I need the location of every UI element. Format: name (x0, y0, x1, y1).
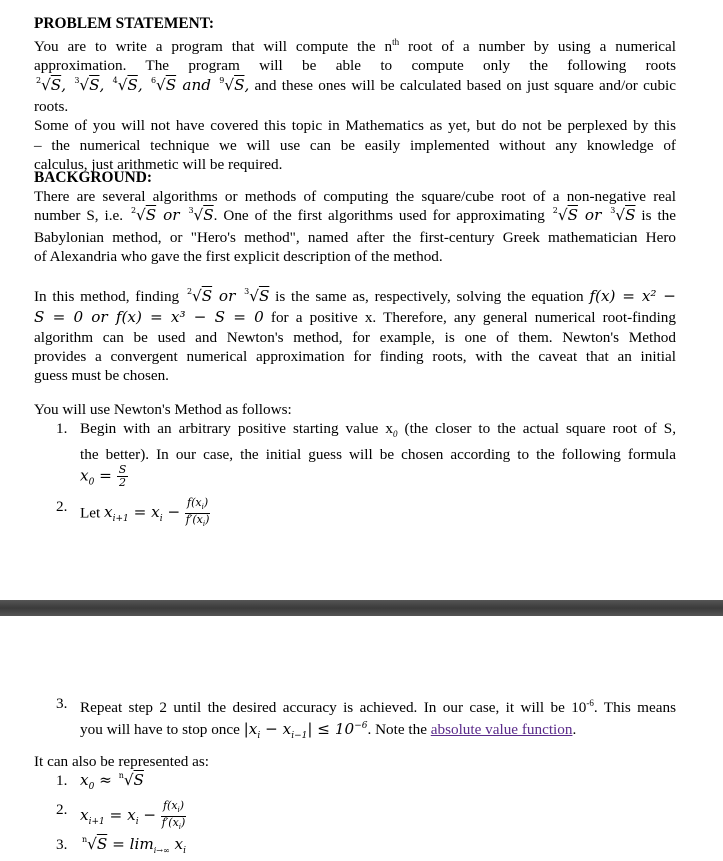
problem-section (34, 14, 676, 174)
representation-intro: It can also be represented as: (34, 753, 209, 770)
step3-section (34, 694, 676, 747)
newton-step-1: 1. Begin with an arbitrary positive starting value $x_0$ (the closer to the actual square root of S, the better). In our case, the initial guess will be chosen according to the following formula $x_0$ = $\frac{S}{2}$ (56, 420, 676, 489)
problem-paragraph: You are to write a program that will compute the $n^{th}$ root of a number by using a numerical approximation. The program will be able to compute only the following roots $^2$√S, $^3$√S, $^4$√S, $^6$√S and $^9$√S, and these ones will be calculated based on just square and/or cubic roots. Some of you will not have covered this topic in Mathematics as yet, but do not be perplexed by this – the numerical technique we will use can be easily implemented without any knowledge of calculus, just arithmetic will be required. (34, 37, 677, 173)
problem-heading: PROBLEM STATEMENT: (34, 15, 214, 32)
method-paragraph: In this method, finding $^2$√S or $^3$√S is the same as, respectively, solving the equation f(x) = x² − S = 0 or f(x) = x³ − S = 0 for a positive x. Therefore, any general numerical root-finding algorithm can be used and Newton's method, for example, is one of them. Newton's Method provides a convergent numerical approximation for finding roots, with the caveat that an initial guess must be chosen. (34, 287, 677, 385)
background-paragraph: There are several algorithms or methods of computing the square/cube root of a non-negative real number S, i.e. $^2$√S or $^3$√S. One of the first algorithms used for approximating $^2$√S or $^3$√S is the Babylonian method, or "Hero's method", named after the first-century Greek mathematician Hero of Alexandria who gave the first explicit description of the method. (34, 188, 676, 265)
document-page-2 (0, 616, 723, 857)
page-separator (0, 600, 723, 616)
representation-steps (34, 771, 676, 861)
newton-intro: You will use Newton's Method as follows: (34, 401, 292, 418)
newton-section (34, 400, 676, 530)
representation-section (34, 752, 676, 861)
newton-step-2: 2. Let $x_{i+1} = x_i$ − $\frac{f(x_i)}{f'(x_i)}$ (56, 495, 210, 529)
representation-step-1: 1. $x_0 \approx ^n√S$ (56, 771, 144, 793)
background-heading: BACKGROUND: (34, 169, 152, 186)
background-section (34, 168, 676, 266)
step3-list (34, 694, 676, 747)
absolute-value-link[interactable]: absolute value function (430, 721, 573, 739)
method-section (34, 287, 676, 385)
representation-step-3: 3. $^n√S = \lim_{i\to\infty} x_i$ (56, 835, 186, 857)
newton-step-3: 3. Repeat step 2 until the desired accuracy is achieved. In our case, it will be $10^{-6}$. This means you will have to stop once $|x_i - x_{i-1}| \le 10^{-6}$. Note the absolute value function. (56, 695, 676, 742)
representation-step-2: 2. $x_{i+1} = x_i$ − $\frac{f(x_i)}{f'(x_i)}$ (56, 798, 186, 831)
newton-steps (34, 419, 676, 530)
